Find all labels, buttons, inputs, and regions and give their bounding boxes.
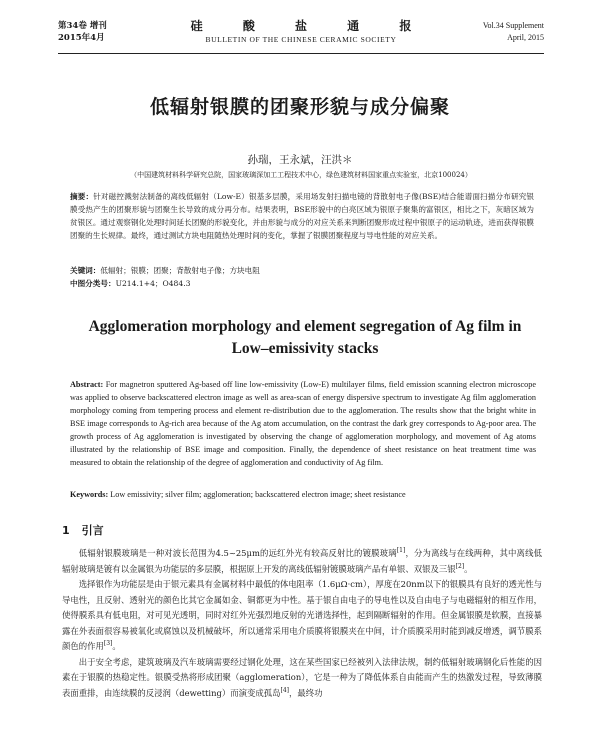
citation-ref[interactable]: [4]	[280, 686, 289, 694]
p2-text-a: 选择银作为功能层是由于银元素具有金属材料中最低的体电阻率（1.6μΩ·cm），厚度在20nm以下的银膜具有良好的透光性与导电性，且反射、透射光的颜色比其它金属如金、铜都更为中性。基于银自由电子的导电性以及自由电子与电磁辐射的相互作用，使得膜系具有低电阻，对可见光透明，同时对红外光强烈地反射的光谱选择性，起到隔断辐射的作用。但金属银膜是软膜，直接暴露在外表面很容易被氧化或腐蚀以及机械破坏，所以通常采用电介质膜将银膜夹在中间，计介质膜采用时能到减反增透，调节膜系颜色的作用	[62, 579, 542, 651]
paragraph-3	[62, 655, 542, 702]
clc-number-cn	[70, 277, 534, 290]
keywords-en-label: Keywords:	[70, 490, 109, 499]
keywords-en-text: Low emissivity; silver film; agglomeration; backscattered electron image; sheet resistance	[110, 490, 406, 499]
section-heading	[62, 522, 104, 538]
keywords-cn-label: 关键词：	[70, 266, 101, 275]
journal-name-en: BULLETIN OF THE CHINESE CERAMIC SOCIETY	[205, 35, 397, 44]
paragraph-2	[62, 577, 542, 655]
article-title-cn: 低辐射银膜的团聚形貌与成分偏聚	[149, 96, 450, 118]
abstract-cn-label: 摘要：	[70, 192, 94, 201]
keywords-en	[70, 488, 536, 501]
p1-text-c: 。	[464, 563, 473, 574]
journal-name-cn: 硅 酸 盐 通 报	[190, 19, 430, 33]
p1-text-b: ，分为离线与在线两种，其中离线低辐射玻璃是镀有以金属银为功能层的多层膜，根据原上开发的离线低辐射镀膜玻璃产品有单银、双银及三银	[62, 548, 542, 574]
date-en: April, 2015	[507, 33, 544, 42]
keywords-cn	[70, 264, 534, 277]
affiliation-cn: （中国建筑材料科学研究总院，国家玻璃深加工工程技术中心，绿色建筑材料国家重点实验室，北京100024）	[130, 171, 472, 179]
abstract-cn	[70, 190, 534, 242]
authors-cn: 孙瑞，王永斌，汪洪＊	[247, 154, 353, 166]
section-number: 1	[62, 524, 70, 537]
header-journal	[58, 18, 544, 45]
clc-label: 中图分类号：	[70, 279, 116, 288]
abstract-en-text: For magnetron sputtered Ag-based off line low-emissivity (Low-E) multilayer films, field emission scanning electron microscope was applied to observe backscattered electron image as well as area-scan of energy dispersive spectrum to investigate Ag film agglomeration morphology coming from tempering process and element re-distribution due to the agglomeration. The results show that the bright white in BSE image corresponds to Ag-rich area because of the Ag atom accumulation, on the contrast the dark grey corresponds to Ag-poor area. The growth process of Ag agglomeration is investigated by observing the change of agglomeration morphology, and movement of Ag atoms illustrated by the relationship of BSE image and composition. Finally, the dependence of sheet resistance on heat treatment time was measured to obtain the relationship of the degree of agglomeration and conductivity of Ag film.	[70, 380, 536, 467]
p3-text-a: 出于安全考虑，建筑玻璃及汽车玻璃需要经过钢化处理，这在某些国家已经被列入法律法规，制约低辐射玻璃钢化后性能的因素在于银膜的热稳定性。银膜受热将形成团聚（agglomeration），它是一种为了降低体系自由能而产生的热激发过程，导致薄膜表面重排，由连续膜的反浸润（dewetting）而演变成孤岛	[62, 656, 542, 698]
paragraph-1	[62, 546, 542, 577]
p1-text-a: 低辐射银膜玻璃是一种对波长范围为4.5~25μm的远红外光有较高反射比的镀膜玻璃	[78, 548, 397, 558]
citation-ref[interactable]: [2]	[455, 562, 465, 570]
header-right	[483, 20, 544, 44]
date-cn: 2015年4月	[58, 33, 105, 43]
body-text	[62, 546, 542, 701]
running-header	[58, 14, 544, 54]
clc-text: U214.1+4；O484.3	[115, 279, 191, 288]
volume-en: Vol.34 Supplement	[482, 21, 544, 30]
citation-ref[interactable]: [3]	[103, 640, 113, 648]
abstract-en	[70, 378, 536, 469]
article-title-en: Agglomeration morphology and element segregation of Ag film in Low–emissivity stacks	[88, 318, 522, 357]
volume-cn: 第34卷 增刊	[58, 21, 107, 31]
p2-text-b: 。	[112, 641, 121, 651]
keywords-cn-text: 低辐射；银膜；团聚；背散射电子像；方块电阻	[100, 266, 260, 275]
abstract-cn-text: 针对磁控溅射法制备的离线低辐射（Low-E）银基多层膜，采用场发射扫描电镜的背散射电子像(BSE)结合能谱面扫描分布研究银膜受热产生的团聚形貌与团聚生长导致的成分再分布。结果表明，BSE形貌中的白亮区域为银原子聚集的富银区，相比之下，灰暗区域为贫银区。通过观察钢化处理时间延长团聚的形貌变化，并由形貌与成分的对应关系来判断团聚形成过程中银原子的运动轨迹，进而获得银膜团聚的生长规律。最终，通过测试方块电阻随热处理时间的变化，掌握了银膜团聚程度与导电性能的对应关系。	[70, 192, 535, 240]
section-title: 引言	[81, 524, 104, 537]
p3-text-b: ，最终功	[288, 687, 323, 698]
citation-ref[interactable]: [1]	[396, 547, 406, 555]
abstract-en-label: Abstract:	[70, 380, 104, 389]
